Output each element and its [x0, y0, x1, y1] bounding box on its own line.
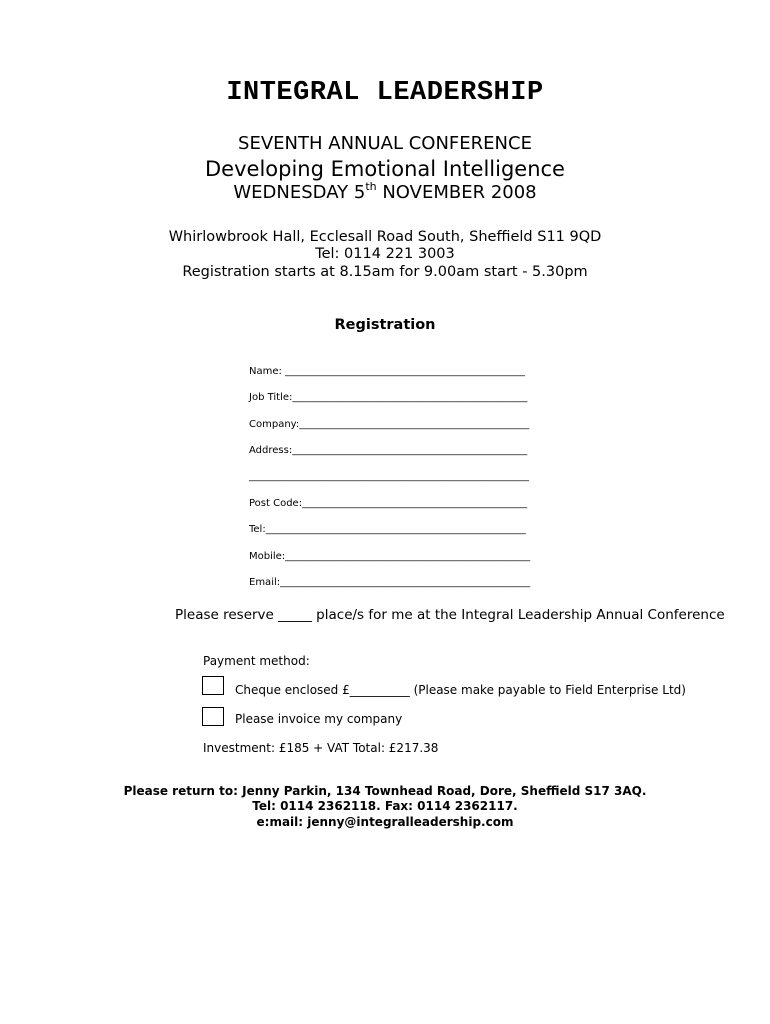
tel-field[interactable]: Tel:____________________________________________________ [249, 524, 526, 535]
return-address: Please return to: Jenny Parkin, 134 Townhead Road, Dore, Sheffield S17 3AQ. [123, 784, 647, 798]
return-email: e:mail: jenny@integralleadership.com [256, 815, 514, 829]
company-field[interactable]: Company:______________________________________________ [249, 419, 530, 430]
page-title: INTEGRAL LEADERSHIP [226, 78, 544, 108]
payment-method-label: Payment method: [203, 654, 310, 668]
reserve-places-text[interactable]: Please reserve _____ place/s for me at the Integral Leadership Annual Conference [175, 607, 725, 623]
job-title-field[interactable]: Job Title:_______________________________________________ [249, 392, 528, 403]
investment-text: Investment: £185 + VAT Total: £217.38 [203, 741, 439, 755]
invoice-checkbox[interactable] [202, 707, 224, 726]
name-field[interactable]: Name: ________________________________________________ [249, 366, 526, 377]
cheque-option-label: Cheque enclosed £__________ (Please make payable to Field Enterprise Ltd) [235, 683, 686, 697]
registration-times: Registration starts at 8.15am for 9.00am start - 5.30pm [182, 264, 588, 280]
date-superscript: th [365, 180, 377, 193]
conference-theme: Developing Emotional Intelligence [205, 157, 565, 181]
cheque-checkbox[interactable] [202, 676, 224, 695]
post-code-field[interactable]: Post Code:_____________________________________________ [249, 498, 528, 509]
address-line-2-field[interactable]: ________________________________________________________ [249, 471, 529, 482]
invoice-option-label: Please invoice my company [235, 712, 403, 726]
venue-address: Whirlowbrook Hall, Ecclesall Road South, Sheffield S11 9QD [168, 229, 602, 245]
email-field[interactable]: Email:__________________________________________________ [249, 577, 531, 588]
address-field[interactable]: Address:_______________________________________________ [249, 445, 528, 456]
registration-heading: Registration [334, 317, 436, 333]
return-phone-fax: Tel: 0114 2362118. Fax: 0114 2362117. [252, 799, 518, 813]
conference-date [0, 182, 770, 203]
mobile-field[interactable]: Mobile:_________________________________________________ [249, 551, 531, 562]
conference-subtitle: SEVENTH ANNUAL CONFERENCE [238, 133, 532, 154]
date-prefix: WEDNESDAY 5 [233, 182, 366, 203]
venue-tel: Tel: 0114 221 3003 [315, 246, 455, 262]
date-suffix: NOVEMBER 2008 [376, 182, 537, 203]
